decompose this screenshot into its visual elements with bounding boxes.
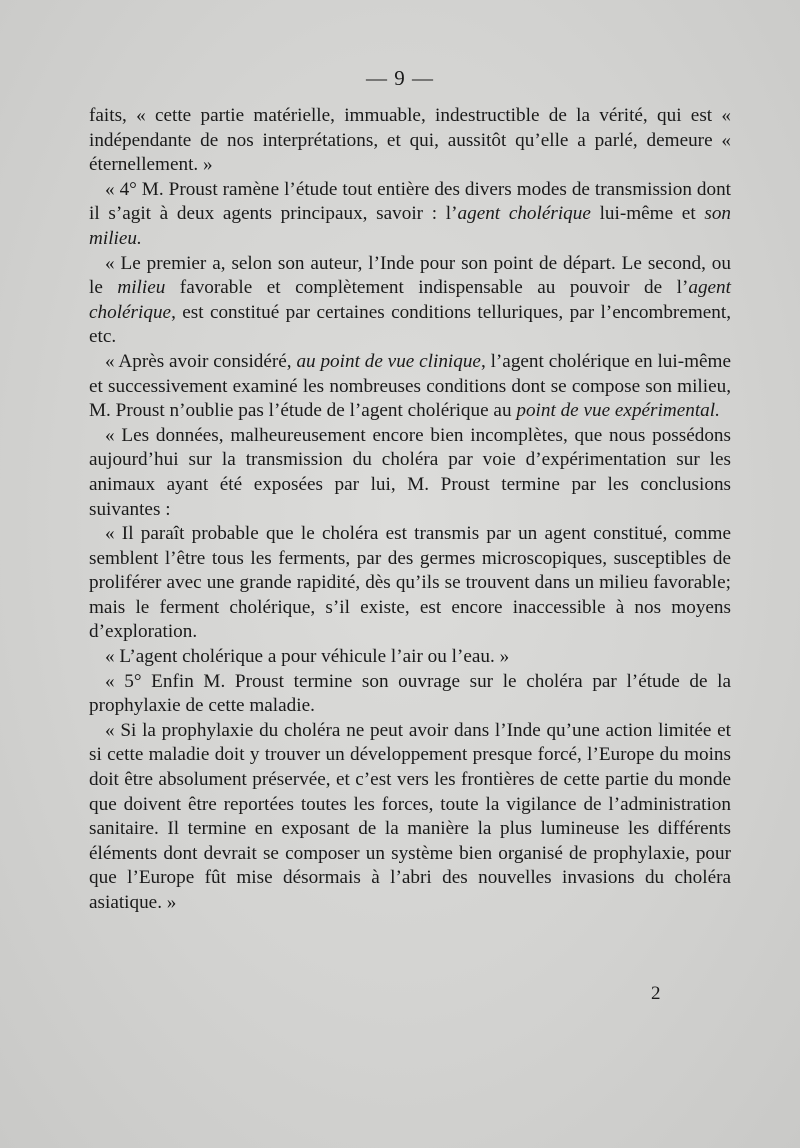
italic-text: son milieu. [89,203,732,249]
paragraph [89,522,731,645]
text-run: « L’agent cholérique a pour véhicule l’air ou l’eau. » [105,646,510,668]
signature-mark: 2 [651,983,661,1004]
text-run: , est constitué par certaines conditions telluriques, par l’encombrement, etc. [89,301,731,348]
text-run: , l’agent cholérique en lui-même et successivement examiné les nombreuses conditions dont se compose son milieu, M. Proust n’oublie pas l’étude de l’agent cholérique au [89,350,731,422]
text-run: favorable et complètement indispensable au pouvoir de l’ [165,277,689,299]
text-run: « Après avoir considéré, [105,350,297,372]
page-number-header: — 9 — [366,66,434,90]
text-run: « 5° Enfin M. Proust termine son ouvrage sur le choléra par l’étude de la prophylaxie de cette maladie. [89,670,731,717]
paragraph [89,719,731,916]
text-run: lui-même et [590,203,705,225]
paragraph [89,424,731,522]
italic-text: agent cholérique [89,277,731,323]
paragraph [89,178,731,252]
text-run: « 4° M. Proust ramène l’étude tout entière des divers modes de transmission dont il s’agit à deux agents principaux, savoir : l’ [89,178,731,225]
paragraph [89,350,731,424]
paragraph [89,252,731,350]
paragraph [89,670,731,719]
italic-text: milieu [117,277,166,299]
italic-text: au point de vue clinique [296,350,481,372]
body-text [89,104,731,916]
text-run: « Le premier a, selon son auteur, l’Inde pour son point de départ. Le second, ou le [89,252,731,299]
paragraph [89,104,731,178]
paragraph [89,645,731,670]
text-run: « Les données, malheureusement encore bien incomplètes, que nous possédons aujourd’hui sur la transmission du choléra par voie d’expérimentation sur les animaux ayant été exposées par lui, M. Proust termine par les conclusions suivantes : [89,424,731,520]
text-run: « Il paraît probable que le choléra est transmis par un agent constitué, comme semblent l’être tous les ferments, par des germes microscopiques, susceptibles de proliférer avec une grande rapidité, dès qu’ils se trouvent dans un milieu favorable; mais le ferment cholérique, s’il existe, est encore inaccessible à nos moyens d’exploration. [89,523,731,643]
italic-text: agent cholérique [457,203,591,225]
text-run: faits, « cette partie matérielle, immuable, indestructible de la vérité, qui est « indépendante de nos interprétations, et qui, aussitôt qu’elle a parlé, demeure « éternellement. » [89,105,731,176]
text-run: « Si la prophylaxie du choléra ne peut avoir dans l’Inde qu’une action limitée et si cette maladie doit y trouver un développement presque forcé, l’Europe du moins doit être absolument préservée, et c’est vers les frontières de cette partie du monde que doivent être reportées toutes les forces, toute la vigilance de l’administration sanitaire. Il termine en exposant de la manière la plus lumineuse les différents éléments dont devrait se composer un système bien organisé de prophylaxie, pour que l’Europe fût mise désormais à l’abri des nouvelles invasions du choléra asiatique. » [89,719,731,913]
italic-text: point de vue expérimental. [516,400,720,422]
